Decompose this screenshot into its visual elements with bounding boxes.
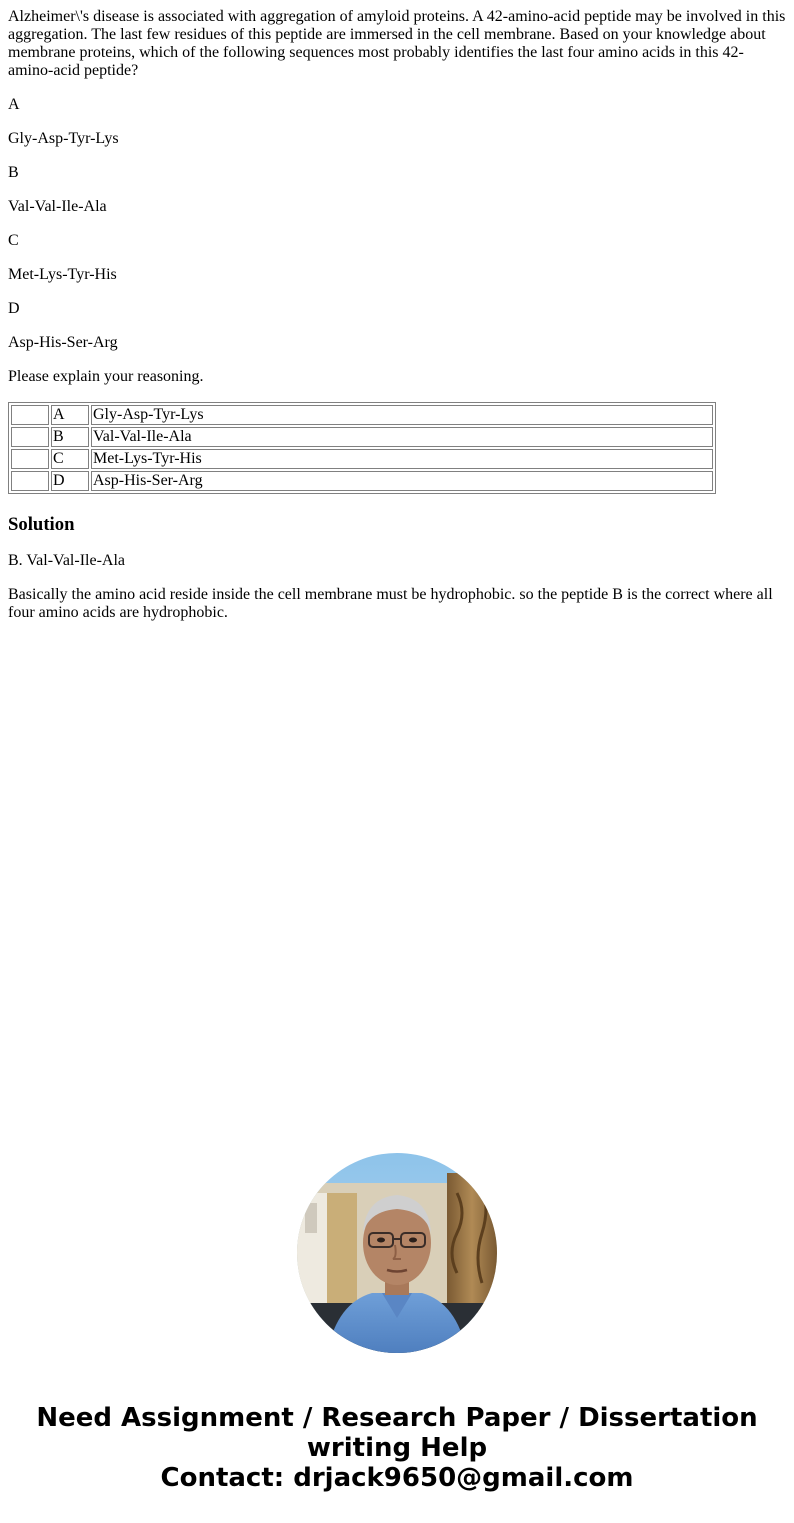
table-row — [11, 427, 713, 447]
option-c-letter: C — [8, 232, 19, 249]
question-text: Alzheimer\'s disease is associated with aggregation of amyloid proteins. A 42-amino-acid peptide may be involved in this aggregation. The last few residues of this peptide are immersed in the cell membrane. Based on your knowledge about membrane proteins, which of the following sequences most probably identifies the last four amino acids in this 42-amino-acid peptide? — [8, 8, 786, 79]
promo-banner — [0, 1403, 794, 1493]
table-cell-letter: A — [51, 405, 89, 425]
table-row — [11, 405, 713, 425]
promo-line-2: writing Help — [306, 1433, 488, 1463]
table-cell-sequence: Asp-His-Ser-Arg — [91, 471, 713, 491]
option-b-letter: B — [8, 164, 19, 181]
option-c-sequence: Met-Lys-Tyr-His — [8, 266, 117, 283]
table-cell-letter: D — [51, 471, 89, 491]
solution-block — [8, 514, 786, 622]
choices-table — [8, 402, 716, 494]
table-cell-blank — [11, 449, 49, 469]
table-row — [11, 471, 713, 491]
question-prompt: Please explain your reasoning. — [8, 368, 204, 385]
table-cell-sequence: Gly-Asp-Tyr-Lys — [91, 405, 713, 425]
solution-explanation: Basically the amino acid reside inside the cell membrane must be hydrophobic. so the peptide B is the correct where all four amino acids are hydrophobic. — [8, 586, 773, 621]
solution-heading: Solution — [8, 514, 75, 535]
table-cell-sequence: Val-Val-Ile-Ala — [91, 427, 713, 447]
table-cell-sequence: Met-Lys-Tyr-His — [91, 449, 713, 469]
option-a-letter: A — [8, 96, 20, 113]
option-a-sequence: Gly-Asp-Tyr-Lys — [8, 130, 119, 147]
table-cell-blank — [11, 471, 49, 491]
option-d-letter: D — [8, 300, 20, 317]
promo-contact: Contact: drjack9650@gmail.com — [160, 1463, 634, 1493]
promo-line-1: Need Assignment / Research Paper / Dissertation — [36, 1403, 758, 1433]
author-photo — [297, 1153, 497, 1353]
table-cell-blank — [11, 427, 49, 447]
solution-answer: B. Val-Val-Ile-Ala — [8, 552, 125, 569]
table-cell-letter: B — [51, 427, 89, 447]
option-b-sequence: Val-Val-Ile-Ala — [8, 198, 107, 215]
table-cell-blank — [11, 405, 49, 425]
table-cell-letter: C — [51, 449, 89, 469]
question-block — [8, 8, 786, 386]
table-row — [11, 449, 713, 469]
option-d-sequence: Asp-His-Ser-Arg — [8, 334, 118, 351]
